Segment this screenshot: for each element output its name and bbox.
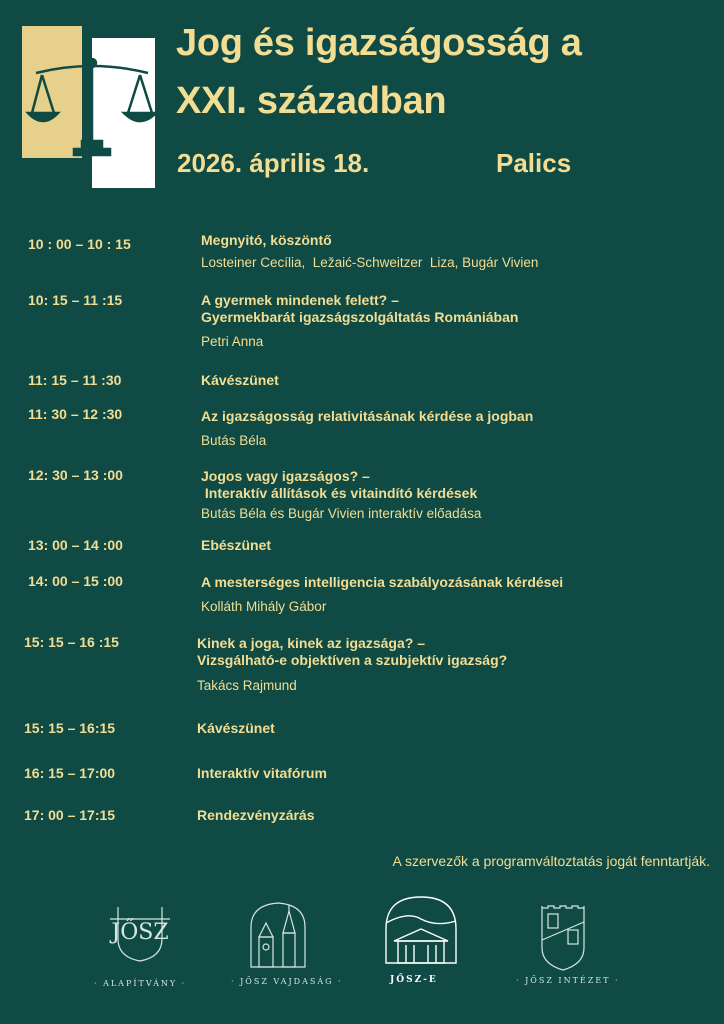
logo-josz-intezet bbox=[516, 900, 620, 1000]
josz-monogram-icon bbox=[92, 895, 188, 967]
schedule-time: 10 : 00 – 10 : 15 bbox=[28, 236, 131, 252]
church-tower-icon bbox=[225, 897, 331, 975]
schedule-title: A mesterséges intelligencia szabályozásának kérdései bbox=[201, 574, 564, 590]
schedule-time: 10: 15 – 11 :15 bbox=[28, 292, 123, 308]
schedule-time: 15: 15 – 16:15 bbox=[24, 720, 116, 736]
schedule-time: 13: 00 – 14 :00 bbox=[28, 537, 123, 553]
schedule-title: Megnyitó, köszöntő bbox=[201, 232, 332, 248]
schedule-time: 14: 00 – 15 :00 bbox=[28, 573, 123, 589]
schedule-title: Ebészünet bbox=[201, 537, 272, 553]
logo-label: · JŐSZ VAJDASÁG · bbox=[231, 977, 343, 986]
schedule-speaker: Butás Béla bbox=[201, 433, 267, 448]
schedule-speaker: Takács Rajmund bbox=[197, 678, 297, 693]
scales-of-justice-icon bbox=[22, 55, 162, 165]
schedule-title: Kávészünet bbox=[201, 372, 279, 388]
schedule-title: Kinek a joga, kinek az igazsága? – Vizsgálható-e objektíven a szubjektív igazság? bbox=[197, 635, 508, 668]
logo-label: · ALAPÍTVÁNY · bbox=[94, 979, 187, 988]
schedule-title: Rendezvényzárás bbox=[197, 807, 315, 823]
schedule-title: Interaktív vitafórum bbox=[197, 765, 327, 781]
schedule-speaker: Petri Anna bbox=[201, 334, 264, 349]
schedule-speaker: Butás Béla és Bugár Vivien interaktív előadása bbox=[201, 506, 482, 521]
schedule-time: 12: 30 – 13 :00 bbox=[28, 467, 123, 483]
logo-josz-vajdasag bbox=[225, 897, 343, 997]
svg-text:JŐSZ: JŐSZ bbox=[111, 920, 169, 945]
schedule-time: 11: 30 – 12 :30 bbox=[28, 406, 123, 422]
schedule-time: 11: 15 – 11 :30 bbox=[28, 372, 122, 388]
schedule-time: 15: 15 – 16 :15 bbox=[24, 634, 119, 650]
logo-label: · JŐSZ INTÉZET · bbox=[516, 976, 620, 985]
logo-label: JŐSZ-E bbox=[390, 975, 438, 985]
logo-alapitvany bbox=[92, 895, 188, 995]
event-place: Palics bbox=[496, 148, 572, 178]
schedule-title: A gyermek mindenek felett? – Gyermekbarát igazságszolgáltatás Romániában bbox=[201, 292, 519, 325]
schedule-time: 16: 15 – 17:00 bbox=[24, 765, 116, 781]
page-title-line2: XXI. században bbox=[176, 80, 447, 122]
logo-josz-e bbox=[378, 893, 464, 993]
event-date: 2026. április 18. bbox=[177, 148, 370, 178]
building-arch-icon bbox=[378, 893, 464, 969]
organizer-note: A szervezők a programváltoztatás jogát fenntartják. bbox=[392, 853, 710, 869]
page-title-line1: Jog és igazságosság a bbox=[176, 22, 582, 64]
schedule-speaker: Losteiner Cecília, Ležaić-Schweitzer Liza, Bugár Vivien bbox=[201, 255, 539, 270]
schedule-title: Kávészünet bbox=[197, 720, 275, 736]
schedule-title: Az igazságosság relativitásának kérdése a jogban bbox=[201, 408, 534, 424]
schedule-title: Jogos vagy igazságos? – Interaktív állítások és vitaindító kérdések bbox=[201, 468, 478, 501]
schedule-speaker: Kolláth Mihály Gábor bbox=[201, 599, 327, 614]
schedule-time: 17: 00 – 17:15 bbox=[24, 807, 116, 823]
castle-shield-icon bbox=[518, 900, 608, 974]
